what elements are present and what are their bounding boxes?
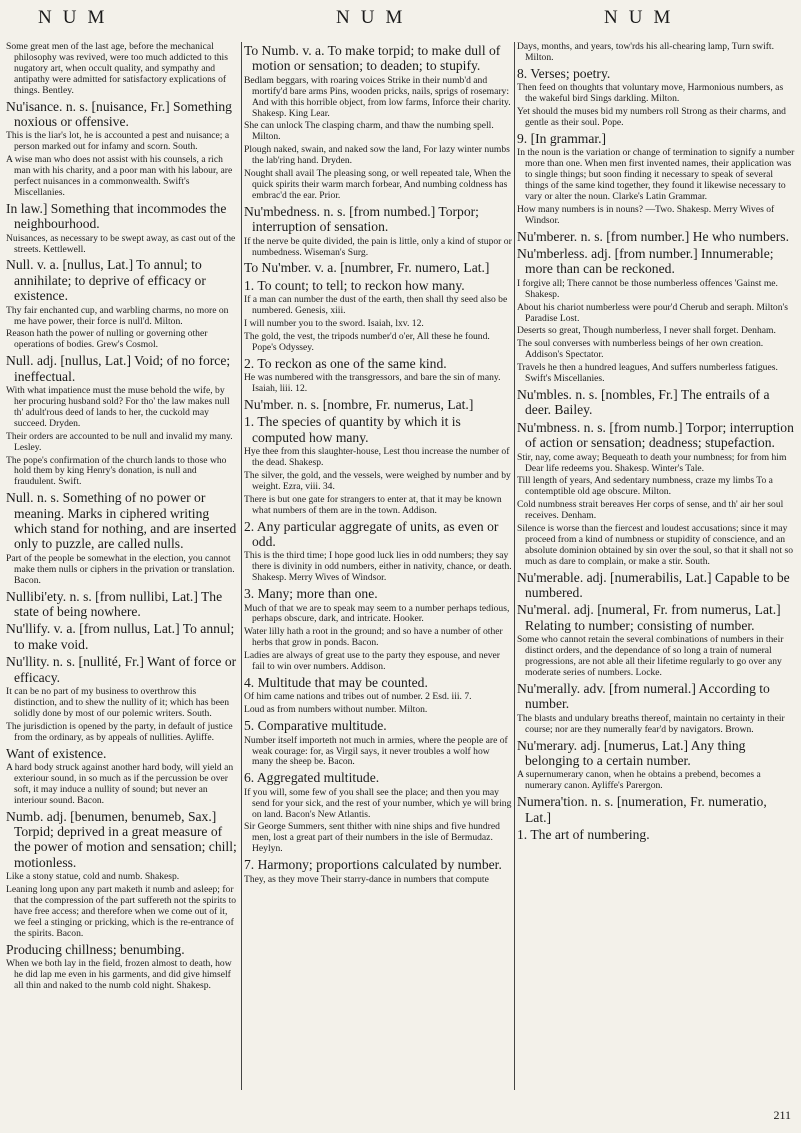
entry-heading: Nu'merable. adj. [numerabilis, Lat.] Capable to be numbered. [517,569,790,601]
entry-heading: Nu'meral. adj. [numeral, Fr. from numerus, Lat.] Relating to number; consisting of number. [517,602,781,633]
entry-quotation: In the noun is the variation or change of termination to signify a number more than one. When men first invented names, their application was to single things; but soon finding it necessary to speak of several things of the same kind together, they found it likewise necessary to vary or alter the noun. Clarke's Latin Grammar. [517,147,795,202]
entry-quotation: With what impatience must the muse behold the wife, by her procuring husband sold? For tho' the law makes null th' adult'rous deed of lands to her, the cuckold may succeed. Dryden. [6,385,230,429]
entry-quotation: A supernumerary canon, when he obtains a prebend, becomes a numerary canon. Ayliffe's Parergon. [517,769,761,792]
entry-quotation: Loud as from numbers without number. Milton. [244,704,428,716]
entry-quotation: Cold numbness strait bereaves Her corps of sense, and th' air her soul receives. Denham. [517,499,784,522]
entry-quotation: Days, months, and years, tow'rds his all-chearing lamp, Turn swift. Milton. [517,42,774,63]
entry-heading: To Nu'mber. v. a. [numbrer, Fr. numero, Lat.] [244,260,490,276]
entry-heading: Null. v. a. [nullus, Lat.] To annul; to annihilate; to deprive of efficacy or existence. [6,257,206,304]
entry-heading: Nu'mber. n. s. [nombre, Fr. numerus, Lat.] [244,396,474,412]
entry-heading: Nu'mbedness. n. s. [from numbed.] Torpor; interruption of sensation. [244,203,479,235]
entry-quotation: Travels he then a hundred leagues, And suffers numberless fatigues. Swift's Miscellanies. [517,362,778,385]
entry-heading: 2. Any particular aggregate of units, as even or odd. [244,518,499,550]
entry-quotation: If a man can number the dust of the earth, then shall thy seed also be numbered. Genesis, xiii. [244,294,508,317]
entry-quotation: Much of that we are to speak may seem to a number perhaps tedious, perhaps obscure, dark, and intricate. Hooker. [244,602,510,625]
entry-heading: In law.] Something that incommodes the neighbourhood. [6,200,227,232]
entry-quotation: Reason hath the power of nulling or governing other operations of bodies. Grew's Cosmol. [6,328,208,351]
entry-heading: Numb. adj. [benumen, benumeb, Sax.] Torpid; deprived in a great measure of the power of motion and sensation; chill; motionless. [6,808,237,870]
entry-heading: Producing chillness; benumbing. [6,941,185,957]
entry-heading: Nu'mbness. n. s. [from numb.] Torpor; interruption of action or sensation; deadness; stupefaction. [517,419,794,451]
entry-quotation: If you will, some few of you shall see the place; and then you may send for your sick, and the rest of your number, which ye will bring on land. Bacon's New Atlantis. [244,786,512,820]
entry-heading: Want of existence. [6,745,107,761]
entry-quotation: The jurisdiction is opened by the party, in default of justice from the ordinary, as by appeals of nullities. Ayliffe. [6,720,233,743]
entry-heading: Nu'mbles. n. s. [nombles, Fr.] The entrails of a deer. Bailey. [517,386,770,418]
entry-quotation: Leaning long upon any part maketh it numb and asleep; for that the compression of the part suffereth not the spirits to have free access; and therefore when we come out of it, we feel a stinging or pricking, which is the re-entrance of the spirits. Bacon. [6,884,237,939]
entry-quotation: Their orders are accounted to be null and invalid my many. Lesley. [6,430,233,453]
entry-quotation: There is but one gate for strangers to enter at, that it may be known what numbers of them are in the town. Addison. [244,493,502,516]
entry-heading: 9. [In grammar.] [517,130,607,146]
entry-heading: Numera'tion. n. s. [numeration, Fr. numeratio, Lat.] [517,794,767,825]
entry-quotation: Of him came nations and tribes out of number. 2 Esd. iii. 7. [244,691,472,703]
entry-heading: Nu'llity. n. s. [nullité, Fr.] Want of force or efficacy. [6,654,237,685]
entry-quotation: Till length of years, And sedentary numbness, craze my limbs To a contemptible old age obscure. Milton. [517,475,773,498]
entry-quotation: They, as they move Their starry-dance in numbers that compute [244,873,489,885]
column-divider [241,42,242,1090]
entry-quotation: Silence is worse than the fiercest and loudest accusations; since it may proceed from a kind of numbness or stupidity of conscience, and an absolute dominion obtained by sin over the soul, so that it shall not so much as dare to complain, or make a stir. South. [517,523,794,567]
entry-quotation: It can be no part of my business to overthrow this distinction, and to shew the nullity of it; which has been solidly done by most of our polemic writers. South. [6,686,230,719]
entry-quotation: If the nerve be quite divided, the pain is little, only a kind of stupor or numbedness. Wiseman's Surg. [244,235,512,258]
entry-heading: Nu'isance. n. s. [nuisance, Fr.] Something noxious or offensive. [6,98,232,129]
entry-heading: To Numb. v. a. To make torpid; to make dull of motion or sensation; to deaden; to stupify. [244,43,501,74]
entry-heading: 3. Many; more than one. [244,586,378,602]
entry-heading: 6. Aggregated multitude. [244,770,380,786]
entry-quotation: Some who cannot retain the several combinations of numbers in their distinct orders, and the dependance of so long a train of numeral progressions, are not able all their lifetime regularly to go over any moderate series of numbers. Locke. [517,634,784,678]
dictionary-column-3 [517,42,795,1090]
entry-heading: Nu'merally. adv. [from numeral.] According to number. [517,680,770,712]
entry-heading: Nu'merary. adj. [numerus, Lat.] Any thing belonging to a certain number. [517,737,746,768]
entry-heading: 5. Comparative multitude. [244,718,387,734]
entry-heading: Null. adj. [nullus, Lat.] Void; of no force; ineffectual. [6,353,231,384]
dictionary-column-2 [244,42,512,1090]
entry-quotation: Nuisances, as necessary to be swept away, as cast out of the streets. Kettlewell. [6,232,236,255]
entry-quotation: I forgive all; There cannot be those numberless offences 'Gainst me. Shakesp. [517,277,778,300]
entry-quotation: Some great men of the last age, before the mechanical philosophy was revived, were too much addicted to this nugatory art, when occult quality, and sympathy and antipathy were admitted for satisfactory explications of things. Bentley. [6,42,228,96]
column-divider [514,42,515,1090]
entry-quotation: Thy fair enchanted cup, and warbling charms, no more on me have power, their force is null'd. Milton. [6,304,229,327]
running-head-left: NUM [38,7,116,28]
entry-quotation: This is the liar's lot, he is accounted a pest and nuisance; a person marked out for infamy and scorn. South. [6,130,230,153]
entry-quotation: Plough naked, swain, and naked sow the land, For lazy winter numbs the lab'ring hand. Dryden. [244,144,510,167]
entry-quotation: Stir, nay, come away; Bequeath to death your numbness; for from him Dear life redeems you. Shakesp. Winter's Tale. [517,451,787,474]
entry-heading: Nullibi'ety. n. s. [from nullibi, Lat.] The state of being nowhere. [6,588,223,619]
entry-quotation: Yet should the muses bid my numbers roll Strong as their charms, and gentle as their soul. Pope. [517,106,786,128]
entry-quotation: Ladies are always of great use to the party they espouse, and never fail to win over numbers. Addison. [244,650,501,673]
entry-heading: 1. To count; to tell; to reckon how many. [244,277,465,293]
entry-heading: 8. Verses; poetry. [517,65,611,81]
entry-quotation: Deserts so great, Though numberless, I never shall forget. Denham. [517,325,776,337]
page-number: 211 [773,1108,791,1122]
entry-quotation: The silver, the gold, and the vessels, were weighed by number and by weight. Ezra, viii. 34. [244,470,511,492]
entry-heading: 2. To reckon as one of the same kind. [244,355,447,371]
entry-quotation: The soul converses with numberless beings of her own creation. Addison's Spectator. [517,338,764,361]
entry-quotation: This is the third time; I hope good luck lies in odd numbers; they say there is divinity in odd numbers, either in nativity, chance, or death. Shakesp. Merry Wives of Windsor. [244,550,512,584]
entry-quotation: How many numbers is in nouns? —Two. Shakesp. Merry Wives of Windsor. [517,203,775,226]
entry-quotation: About his chariot numberless were pour'd Cherub and seraph. Milton's Paradise Lost. [517,301,788,324]
entry-quotation: Part of the people be somewhat in the election, you cannot make them nulls or ciphers in the privation or translation. Bacon. [6,552,235,586]
entry-quotation: Sir George Summers, sent thither with nine ships and five hundred men, lost a great part of their numbers in the isle of Bermudaz. Heylyn. [244,821,500,855]
entry-quotation: She can unlock The clasping charm, and thaw the numbing spell. Milton. [244,120,494,143]
entry-quotation: The pope's confirmation of the church lands to those who hold them by king Henry's donation, is null and fraudulent. Swift. [6,454,227,488]
dictionary-column-1 [6,42,238,1090]
entry-heading: 1. The species of quantity by which it is computed how many. [244,414,461,445]
entry-heading: Nu'llify. v. a. [from nullus, Lat.] To annul; to make void. [6,621,235,652]
entry-heading: Null. n. s. Something of no power or meaning. Marks in ciphered writing which stand for nothing, and are inserted only to puzzle, are called nulls. [6,490,237,552]
entry-quotation: When we both lay in the field, frozen almost to death, how he did lap me even in his garments, and did give himself all thin and naked to the numb cold night. Shakesp. [6,958,232,991]
running-head-center: NUM [336,7,414,28]
running-head-right: NUM [604,7,682,28]
entry-quotation: Then feed on thoughts that voluntary move, Harmonious numbers, as the wakeful bird Sings darkling. Milton. [517,82,784,105]
entry-quotation: The gold, the vest, the tripods number'd o'er, All these he found. Pope's Odyssey. [244,330,490,353]
entry-quotation: Water lilly hath a root in the ground; and so have a number of other herbs that grow in ponds. Bacon. [244,626,503,649]
entry-quotation: Hye thee from this slaughter-house, Lest thou increase the number of the dead. Shakesp. [244,446,510,469]
entry-quotation: Bedlam beggars, with roaring voices Strike in their numb'd and mortify'd bare arms Pins, wooden pricks, nails, sprigs of rosemary: And with this horrible object, from low farms, Inforce their charity. Shakesp. King Lear. [244,74,511,119]
entry-quotation: He was numbered with the transgressors, and bare the sin of many. Isaiah, liii. 12. [244,372,501,395]
entry-quotation: A wise man who does not assist with his counsels, a rich man with his charity, and a poor man with his labour, are perfect nuisances in a commonwealth. Swift's Miscellanies. [6,154,233,198]
entry-heading: 7. Harmony; proportions calculated by number. [244,857,502,873]
entry-quotation: The blasts and undulary breaths thereof, maintain no certainty in their course; nor are they numerally fear'd by navigators. Brown. [517,712,785,735]
entry-heading: 1. The art of numbering. [517,826,650,842]
entry-heading: Nu'mberless. adj. [from number.] Innumerable; more than can be reckoned. [517,246,774,277]
entry-quotation: Number itself importeth not much in armies, where the people are of weak courage: for, as Virgil says, it never troubles a wolf how many the sheep be. Bacon. [244,734,508,768]
entry-heading: 4. Multitude that may be counted. [244,675,428,690]
entry-quotation: A hard body struck against another hard body, will yield an exteriour sound, in so much as if the percussion be over soft, it may induce a nullity of sound; but never an interiour sound. Bacon. [6,761,234,806]
entry-quotation: I will number you to the sword. Isaiah, lxv. 12. [244,318,424,330]
entry-quotation: Like a stony statue, cold and numb. Shakesp. [6,871,180,883]
entry-heading: Nu'mberer. n. s. [from number.] He who numbers. [517,228,790,244]
entry-quotation: Nought shall avail The pleasing song, or well repeated tale, When the quick spirits their warm march forbear, And numbing coldness has embrac'd the ear. Prior. [244,168,511,201]
